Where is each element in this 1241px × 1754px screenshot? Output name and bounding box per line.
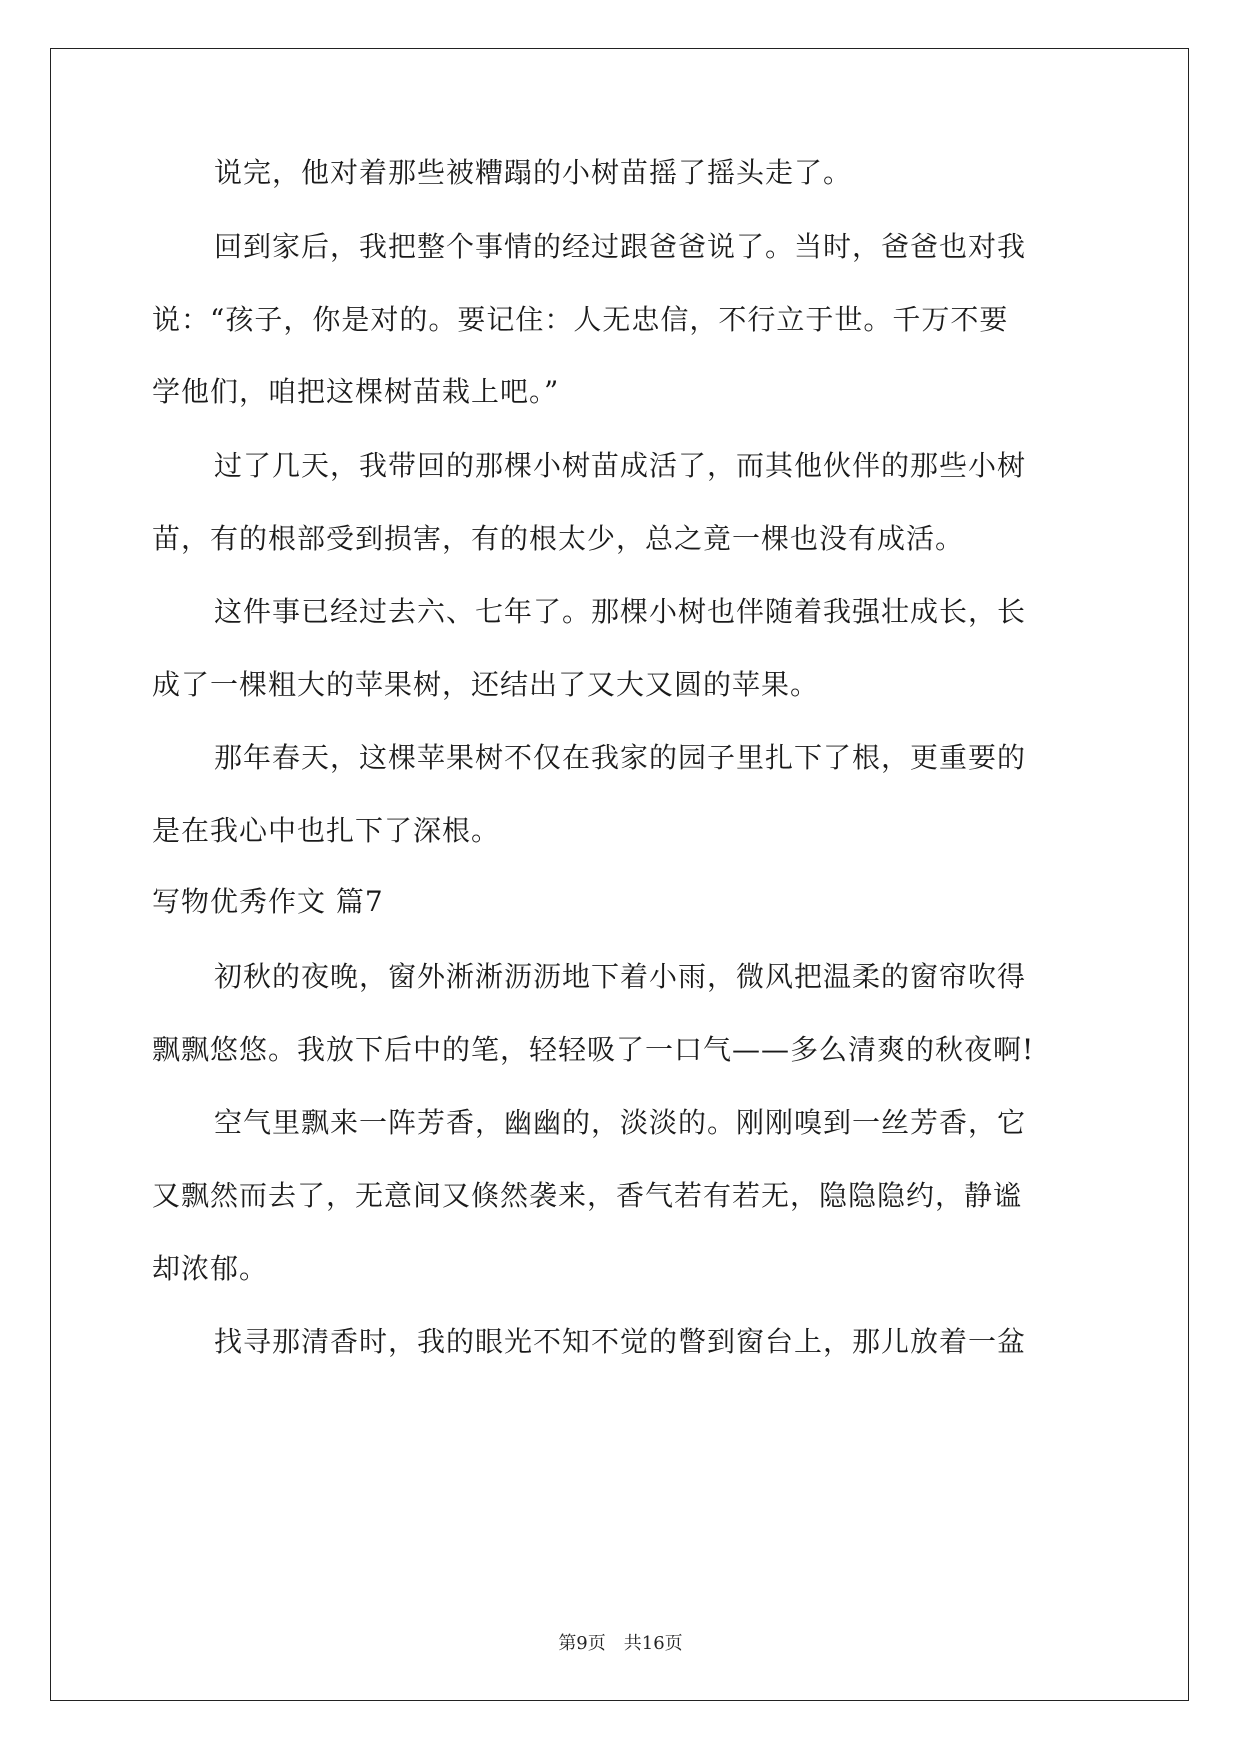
page-number: 第9页 <box>558 1633 606 1654</box>
text-line: 初秋的夜晚，窗外淅淅沥沥地下着小雨，微风把温柔的窗帘吹得 <box>214 960 1027 993</box>
text-line: 这件事已经过去六、七年了。那棵小树也伴随着我强壮成长，长 <box>214 595 1027 628</box>
text-line: 却浓郁。 <box>152 1252 269 1285</box>
text-line: 又飘然而去了，无意间又倏然袭来，香气若有若无，隐隐隐约，静谧 <box>152 1179 1023 1212</box>
text-line: 苗，有的根部受到损害，有的根太少，总之竟一棵也没有成活。 <box>152 522 965 555</box>
text-line: 过了几天，我带回的那棵小树苗成活了，而其他伙伴的那些小树 <box>214 449 1027 482</box>
text-line: 说：“孩子，你是对的。要记住：人无忠信，不行立于世。千万不要 <box>152 303 1009 336</box>
text-line: 是在我心中也扎下了深根。 <box>152 814 501 847</box>
text-line: 学他们，咱把这棵树苗栽上吧。” <box>152 375 560 408</box>
text-line: 空气里飘来一阵芳香，幽幽的，淡淡的。刚刚嗅到一丝芳香，它 <box>214 1106 1027 1139</box>
text-line: 找寻那清香时，我的眼光不知不觉的瞥到窗台上，那儿放着一盆 <box>214 1325 1027 1358</box>
page-total: 共16页 <box>623 1633 683 1654</box>
page-border <box>50 48 1189 1701</box>
page-footer <box>0 1632 1241 1656</box>
text-line: 说完，他对着那些被糟蹋的小树苗摇了摇头走了。 <box>214 156 853 189</box>
text-line: 成了一棵粗大的苹果树，还结出了又大又圆的苹果。 <box>152 668 820 701</box>
section-heading: 写物优秀作文 篇7 <box>152 885 384 918</box>
text-line: 那年春天，这棵苹果树不仅在我家的园子里扎下了根，更重要的 <box>214 741 1027 774</box>
text-line: 飘飘悠悠。我放下后中的笔，轻轻吸了一口气——多么清爽的秋夜啊! <box>152 1033 1035 1066</box>
text-line: 回到家后，我把整个事情的经过跟爸爸说了。当时，爸爸也对我 <box>214 230 1027 263</box>
